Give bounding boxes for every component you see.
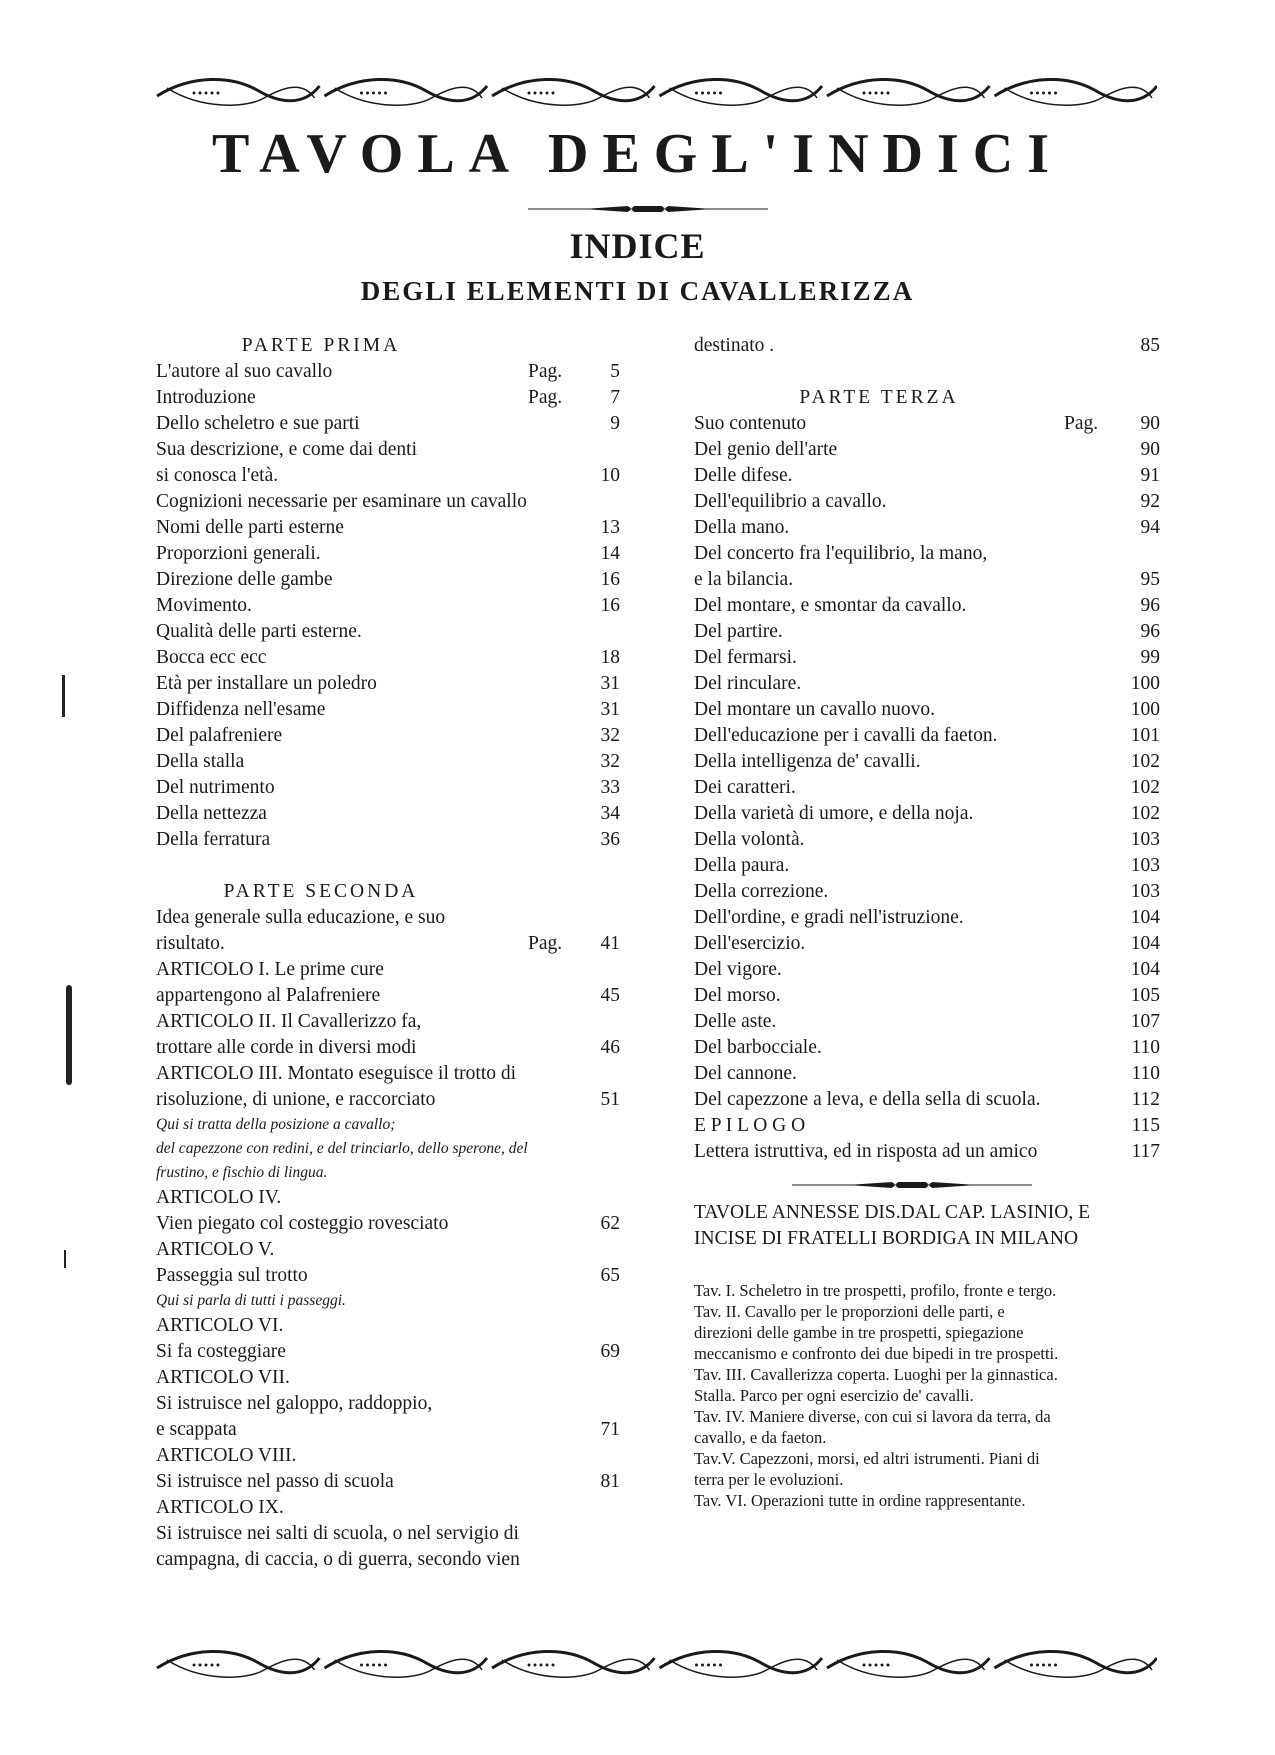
entry-text: Introduzione: [156, 387, 256, 408]
entry-text: Della volontà.: [694, 829, 805, 850]
decorative-rule-icon: [792, 1180, 1032, 1190]
index-entry: [156, 957, 620, 983]
page-title: TAVOLA DEGL'INDICI: [212, 123, 1063, 185]
entry-text: Del concerto fra l'equilibrio, la mano,: [694, 543, 988, 564]
entry-text: ARTICOLO VII.: [156, 1367, 290, 1388]
entry-page-number: 46: [600, 1037, 620, 1058]
entry-text: Dell'esercizio.: [694, 933, 806, 954]
entry-text: Dei caratteri.: [694, 777, 796, 798]
entry-text: Si istruisce nel galoppo, raddoppio,: [156, 1393, 433, 1414]
entry-page-number: 13: [600, 517, 620, 538]
index-entry: [694, 567, 1160, 593]
plates-list: [694, 1280, 1164, 1511]
section-heading: [156, 333, 486, 359]
entry-text: ARTICOLO V.: [156, 1239, 275, 1260]
entry-text: ARTICOLO VI.: [156, 1315, 284, 1336]
index-entry: [694, 645, 1160, 671]
entry-pag-label: Pag.: [528, 387, 563, 408]
entry-text: risoluzione, di unione, e raccorciato: [156, 1089, 436, 1110]
entry-text: Dell'ordine, e gradi nell'istruzione.: [694, 907, 964, 928]
entry-text: Della nettezza: [156, 803, 267, 824]
entry-page-number: 117: [1131, 1141, 1160, 1162]
entry-page-number: 103: [1130, 829, 1160, 850]
entry-page-number: 96: [1140, 595, 1160, 616]
index-note: [156, 1113, 620, 1137]
plate-item: Stalla. Parco per ogni esercizio de' cavalli.: [694, 1386, 974, 1405]
plate-item: cavallo, e da faeton.: [694, 1428, 827, 1447]
index-entry: [694, 671, 1160, 697]
entry-text: Del cannone.: [694, 1063, 797, 1084]
index-entry: [694, 333, 1160, 359]
index-entry: [156, 593, 620, 619]
plate-item: Tav. II. Cavallo per le proporzioni delle parti, e: [694, 1302, 1005, 1321]
entry-text: PARTE PRIMA: [241, 335, 401, 356]
index-entry: [694, 541, 1160, 567]
entry-page-number: 5: [610, 361, 620, 382]
entry-text: Del morso.: [694, 985, 781, 1006]
entry-text: PARTE TERZA: [799, 387, 959, 408]
index-entry: [156, 1443, 620, 1469]
index-entry: [156, 385, 620, 411]
entry-page-number: 102: [1130, 751, 1160, 772]
entry-text: Del montare un cavallo nuovo.: [694, 699, 935, 720]
index-entry: [156, 1417, 620, 1443]
index-entry: [156, 697, 620, 723]
entry-pag-label: Pag.: [1064, 413, 1099, 434]
entry-text: ARTICOLO IV.: [156, 1187, 282, 1208]
entry-text: Del rinculare.: [694, 673, 802, 694]
entry-text: Dell'educazione per i cavalli da faeton.: [694, 725, 998, 746]
entry-text: Del nutrimento: [156, 777, 275, 798]
plate-item: Tav. I. Scheletro in tre prospetti, profilo, fronte e tergo.: [694, 1281, 1057, 1300]
entry-text: PARTE SECONDA: [223, 881, 419, 902]
entry-text: Del montare, e smontar da cavallo.: [694, 595, 967, 616]
entry-page-number: 62: [600, 1213, 620, 1234]
entry-text: Lettera istruttiva, ed in risposta ad un amico: [694, 1141, 1038, 1162]
entry-text: si conosca l'età.: [156, 465, 279, 486]
index-entry: [156, 983, 620, 1009]
index-entry: [156, 827, 620, 853]
index-entry: [156, 1339, 620, 1365]
entry-text: Movimento.: [156, 595, 252, 616]
plate-item: Tav. III. Cavallerizza coperta. Luoghi per la ginnastica.: [694, 1365, 1058, 1384]
index-entry: [156, 489, 620, 515]
entry-page-number: 103: [1130, 855, 1160, 876]
entry-page-number: 110: [1131, 1063, 1160, 1084]
plate-item: direzioni delle gambe in tre prospetti, spiegazione: [694, 1323, 1024, 1342]
entry-text: E P I L O G O: [694, 1115, 806, 1136]
plate-item: terra per le evoluzioni.: [694, 1470, 844, 1489]
index-entry: [694, 437, 1160, 463]
entry-text: Della paura.: [694, 855, 790, 876]
index-entry: [156, 1237, 620, 1263]
entry-page-number: 81: [600, 1471, 620, 1492]
entry-text: Del fermarsi.: [694, 647, 797, 668]
entry-page-number: 31: [600, 673, 620, 694]
index-entry: [694, 853, 1160, 879]
entry-page-number: 71: [600, 1419, 620, 1440]
index-entry: [694, 931, 1160, 957]
index-entry: [694, 957, 1160, 983]
index-entry: [694, 1035, 1160, 1061]
entry-text: ARTICOLO I. Le prime cure: [156, 959, 384, 980]
index-entry: [156, 1009, 620, 1035]
index-entry: [156, 1061, 620, 1087]
index-entry: [156, 1035, 620, 1061]
index-entry: [694, 905, 1160, 931]
entry-text: Della intelligenza de' cavalli.: [694, 751, 921, 772]
entry-text: Delle aste.: [694, 1011, 777, 1032]
entry-page-number: 36: [600, 829, 620, 850]
index-entry: [156, 567, 620, 593]
entry-page-number: 9: [610, 413, 620, 434]
index-entry: [694, 801, 1160, 827]
entry-text: Proporzioni generali.: [156, 543, 321, 564]
entry-text: del capezzone con redini, e del trinciarlo, dello sperone, del: [156, 1140, 528, 1157]
entry-page-number: 102: [1130, 777, 1160, 798]
entry-page-number: 103: [1130, 881, 1160, 902]
entry-text: ARTICOLO VIII.: [156, 1445, 297, 1466]
section-heading: [156, 879, 486, 905]
index-entry: [694, 749, 1160, 775]
entry-page-number: 101: [1130, 725, 1160, 746]
index-entry: [156, 463, 620, 489]
entry-text: Diffidenza nell'esame: [156, 699, 326, 720]
entry-page-number: 32: [600, 725, 620, 746]
entry-text: Si fa costeggiare: [156, 1341, 286, 1362]
entry-page-number: 105: [1130, 985, 1160, 1006]
index-entry: [156, 619, 620, 645]
entry-text: Nomi delle parti esterne: [156, 517, 344, 538]
entry-page-number: 16: [600, 595, 620, 616]
plate-item: Tav. IV. Maniere diverse, con cui si lavora da terra, da: [694, 1407, 1051, 1426]
entry-page-number: 16: [600, 569, 620, 590]
entry-text: Del vigore.: [694, 959, 782, 980]
plate-item: meccanismo e confronto dei due bipedi in tre prospetti.: [694, 1344, 1059, 1363]
entry-text: Passeggia sul trotto: [156, 1265, 308, 1286]
entry-page-number: 100: [1130, 673, 1160, 694]
spacer: [694, 359, 1160, 385]
index-entry: [694, 515, 1160, 541]
decorative-rule-icon: [528, 204, 768, 214]
index-entry: [694, 697, 1160, 723]
index-subheading: DEGLI ELEMENTI DI CAVALLERIZZA: [360, 276, 915, 306]
index-entry: [156, 1087, 620, 1113]
entry-text: Del capezzone a leva, e della sella di scuola.: [694, 1089, 1041, 1110]
index-column-right: [694, 333, 1160, 1165]
index-entry: [694, 723, 1160, 749]
ornamental-border-top-icon: [152, 72, 1157, 114]
entry-page-number: 94: [1140, 517, 1160, 538]
index-entry: [156, 1469, 620, 1495]
entry-text: Della mano.: [694, 517, 790, 538]
entry-text: Dello scheletro e sue parti: [156, 413, 360, 434]
index-heading: INDICE: [569, 226, 706, 266]
entry-text: frustino, e fischio di lingua.: [156, 1164, 328, 1181]
section-heading: [694, 385, 1044, 411]
entry-page-number: 102: [1130, 803, 1160, 824]
entry-page-number: 85: [1140, 335, 1160, 356]
entry-page-number: 69: [600, 1341, 620, 1362]
index-entry: [156, 437, 620, 463]
index-entry: [694, 1061, 1160, 1087]
entry-page-number: 96: [1140, 621, 1160, 642]
entry-text: Si istruisce nei salti di scuola, o nel servigio di: [156, 1523, 519, 1544]
entry-page-number: 115: [1131, 1115, 1160, 1136]
entry-text: Dell'equilibrio a cavallo.: [694, 491, 887, 512]
index-entry: [694, 411, 1160, 437]
entry-page-number: 31: [600, 699, 620, 720]
entry-text: appartengono al Palafreniere: [156, 985, 381, 1006]
entry-page-number: 45: [600, 985, 620, 1006]
entry-page-number: 14: [600, 543, 620, 564]
entry-text: Delle difese.: [694, 465, 793, 486]
entry-text: Della varietà di umore, e della noja.: [694, 803, 974, 824]
index-entry: [156, 905, 620, 931]
entry-page-number: 51: [600, 1089, 620, 1110]
index-entry: [694, 489, 1160, 515]
index-entry: [694, 879, 1160, 905]
plate-item: Tav.V. Capezzoni, morsi, ed altri istrumenti. Piani di: [694, 1449, 1040, 1468]
index-entry: [156, 723, 620, 749]
entry-text: Sua descrizione, e come dai denti: [156, 439, 417, 460]
entry-text: Della ferratura: [156, 829, 271, 850]
scan-mark: [64, 1250, 66, 1268]
index-entry: [156, 1365, 620, 1391]
index-entry: [156, 671, 620, 697]
entry-text: Si istruisce nel passo di scuola: [156, 1471, 394, 1492]
entry-page-number: 33: [600, 777, 620, 798]
entry-page-number: 99: [1140, 647, 1160, 668]
index-entry: [156, 1391, 620, 1417]
entry-text: ARTICOLO II. Il Cavallerizzo fa,: [156, 1011, 422, 1032]
index-entry: [156, 1185, 620, 1211]
entry-page-number: 34: [600, 803, 620, 824]
entry-text: Della correzione.: [694, 881, 829, 902]
entry-text: destinato .: [694, 335, 775, 356]
scan-mark: [62, 675, 65, 717]
plates-title: [694, 1200, 1160, 1252]
entry-text: Della stalla: [156, 751, 245, 772]
plates-title-line: TAVOLE ANNESSE DIS.DAL CAP. LASINIO, E: [694, 1202, 1091, 1223]
plates-title-line: INCISE DI FRATELLI BORDIGA IN MILANO: [694, 1228, 1079, 1249]
entry-text: e scappata: [156, 1419, 237, 1440]
index-entry: [156, 749, 620, 775]
entry-pag-label: Pag.: [528, 361, 563, 382]
spacer: [156, 853, 620, 879]
index-entry: [156, 801, 620, 827]
entry-page-number: 90: [1140, 413, 1160, 434]
entry-text: e la bilancia.: [694, 569, 794, 590]
index-entry: [156, 411, 620, 437]
index-entry: [694, 619, 1160, 645]
index-entry: [156, 1521, 620, 1547]
entry-page-number: 92: [1140, 491, 1160, 512]
entry-page-number: 104: [1130, 933, 1160, 954]
entry-text: ARTICOLO IX.: [156, 1497, 284, 1518]
entry-page-number: 65: [600, 1265, 620, 1286]
index-entry: [156, 1495, 620, 1521]
entry-text: L'autore al suo cavallo: [156, 361, 333, 382]
entry-text: Qualità delle parti esterne.: [156, 621, 362, 642]
entry-page-number: 41: [600, 933, 620, 954]
entry-page-number: 100: [1130, 699, 1160, 720]
scan-mark: [66, 985, 72, 1085]
entry-text: Idea generale sulla educazione, e suo: [156, 907, 446, 928]
index-entry: [156, 1211, 620, 1237]
entry-text: Direzione delle gambe: [156, 569, 333, 590]
index-note: [156, 1161, 620, 1185]
index-entry: [156, 1263, 620, 1289]
entry-text: Bocca ecc ecc: [156, 647, 267, 668]
entry-page-number: 95: [1140, 569, 1160, 590]
index-entry: [156, 359, 620, 385]
entry-page-number: 104: [1130, 907, 1160, 928]
entry-page-number: 110: [1131, 1037, 1160, 1058]
index-entry: [156, 1313, 620, 1339]
entry-page-number: 112: [1131, 1089, 1160, 1110]
index-entry: [694, 463, 1160, 489]
entry-text: trottare alle corde in diversi modi: [156, 1037, 417, 1058]
entry-pag-label: Pag.: [528, 933, 563, 954]
entry-text: Cognizioni necessarie per esaminare un cavallo: [156, 491, 527, 512]
entry-text: Suo contenuto: [694, 413, 807, 434]
plate-item: Tav. VI. Operazioni tutte in ordine rappresentante.: [694, 1491, 1026, 1510]
index-entry: [156, 515, 620, 541]
entry-page-number: 7: [610, 387, 620, 408]
index-entry: [694, 827, 1160, 853]
entry-page-number: 91: [1140, 465, 1160, 486]
entry-text: risultato.: [156, 933, 225, 954]
entry-text: campagna, di caccia, o di guerra, secondo vien: [156, 1549, 520, 1570]
index-entry: [156, 931, 620, 957]
entry-text: Vien piegato col costeggio rovesciato: [156, 1213, 449, 1234]
entry-page-number: 10: [600, 465, 620, 486]
index-entry: [156, 645, 620, 671]
entry-page-number: 104: [1130, 959, 1160, 980]
entry-text: Età per installare un poledro: [156, 673, 377, 694]
entry-text: Del partire.: [694, 621, 783, 642]
index-entry: [156, 775, 620, 801]
entry-text: Qui si tratta della posizione a cavallo;: [156, 1116, 396, 1133]
entry-page-number: 107: [1130, 1011, 1160, 1032]
entry-text: Del palafreniere: [156, 725, 283, 746]
entry-text: Del genio dell'arte: [694, 439, 838, 460]
index-entry: [156, 1547, 620, 1573]
index-entry: [694, 1139, 1160, 1165]
index-entry: [694, 1009, 1160, 1035]
index-entry: [694, 1087, 1160, 1113]
index-entry: [694, 593, 1160, 619]
entry-text: Del barbocciale.: [694, 1037, 822, 1058]
entry-text: ARTICOLO III. Montato eseguisce il trotto di: [156, 1063, 517, 1084]
entry-page-number: 90: [1140, 439, 1160, 460]
index-entry: [694, 983, 1160, 1009]
ornamental-border-bottom-icon: [152, 1644, 1157, 1686]
entry-page-number: 18: [600, 647, 620, 668]
index-entry: [694, 775, 1160, 801]
index-note: [156, 1137, 620, 1161]
index-note: [156, 1289, 620, 1313]
entry-text: Qui si parla di tutti i passeggi.: [156, 1292, 346, 1309]
index-column-left: [156, 333, 620, 1573]
index-entry: [156, 541, 620, 567]
index-entry: [694, 1113, 1160, 1139]
entry-page-number: 32: [600, 751, 620, 772]
